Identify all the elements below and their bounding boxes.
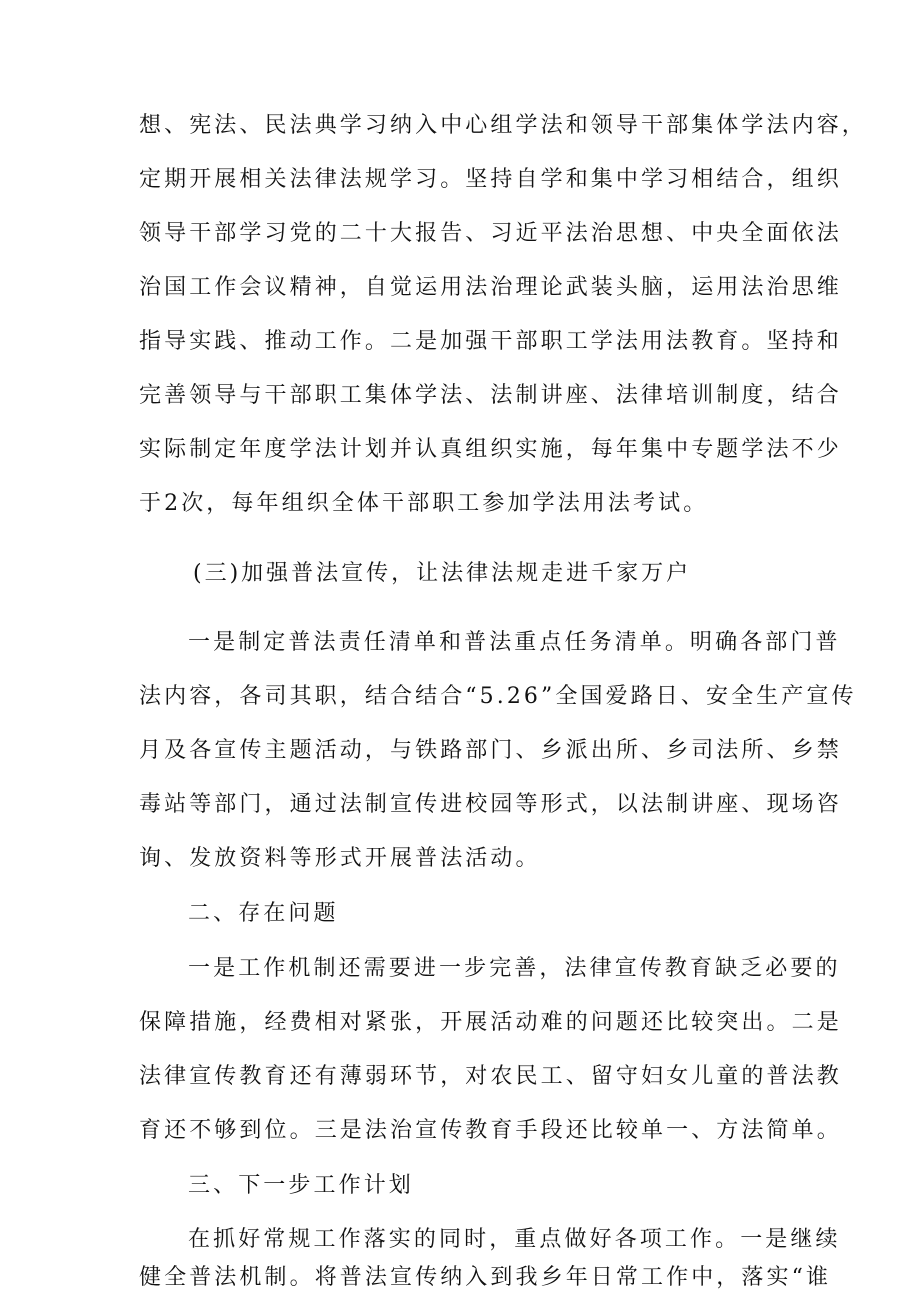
paragraph-line: 保障措施，经费相对紧张，开展活动难的问题还比较突出。二是	[139, 1010, 842, 1035]
paragraph-line: 询、发放资料等形式开展普法活动。	[139, 846, 541, 871]
paragraph-line: 实际制定年度学法计划并认真组织实施，每年集中专题学法不少	[139, 437, 842, 462]
paragraph-line: 指导实践、推动工作。二是加强干部职工学法用法教育。坚持和	[139, 329, 842, 354]
paragraph-line: 完善领导与干部职工集体学法、法制讲座、法律培训制度，结合	[139, 383, 842, 408]
section-subheading: (三)加强普法宣传，让法律法规走进千家万户	[193, 561, 692, 586]
paragraph-line: 法律宣传教育还有薄弱环节，对农民工、留守妇女儿童的普法教	[139, 1064, 842, 1089]
paragraph-line: 一是制定普法责任清单和普法重点任务清单。明确各部门普	[188, 630, 841, 655]
section-heading: 三、下一步工作计划	[188, 1173, 414, 1198]
paragraph-line: 一是工作机制还需要进一步完善，法律宣传教育缺乏必要的	[188, 956, 841, 981]
paragraph-line: 法内容，各司其职，结合结合“5.26”全国爱路日、安全生产宣传	[139, 684, 857, 709]
paragraph-line: 在抓好常规工作落实的同时，重点做好各项工作。一是继续	[188, 1227, 841, 1252]
paragraph-line: 月及各宣传主题活动，与铁路部门、乡派出所、乡司法所、乡禁	[139, 738, 842, 763]
paragraph-line: 健全普法机制。将普法宣传纳入到我乡年日常工作中，落实“谁	[139, 1265, 832, 1290]
paragraph-line: 定期开展相关法律法规学习。坚持自学和集中学习相结合，组织	[139, 167, 842, 192]
paragraph-line: 领导干部学习党的二十大报告、习近平法治思想、中央全面依法	[139, 221, 842, 246]
paragraph-line: 毒站等部门，通过法制宣传进校园等形式，以法制讲座、现场咨	[139, 792, 842, 817]
paragraph-line: 治国工作会议精神，自觉运用法治理论武装头脑，运用法治思维	[139, 275, 842, 300]
section-heading: 二、存在问题	[188, 901, 339, 926]
paragraph-line: 育还不够到位。三是法治宣传教育手段还比较单一、方法简单。	[139, 1118, 842, 1143]
paragraph-line: 想、宪法、民法典学习纳入中心组学法和领导干部集体学法内容，	[139, 113, 867, 138]
paragraph-line: 于2次，每年组织全体干部职工参加学法用法考试。	[139, 491, 709, 516]
